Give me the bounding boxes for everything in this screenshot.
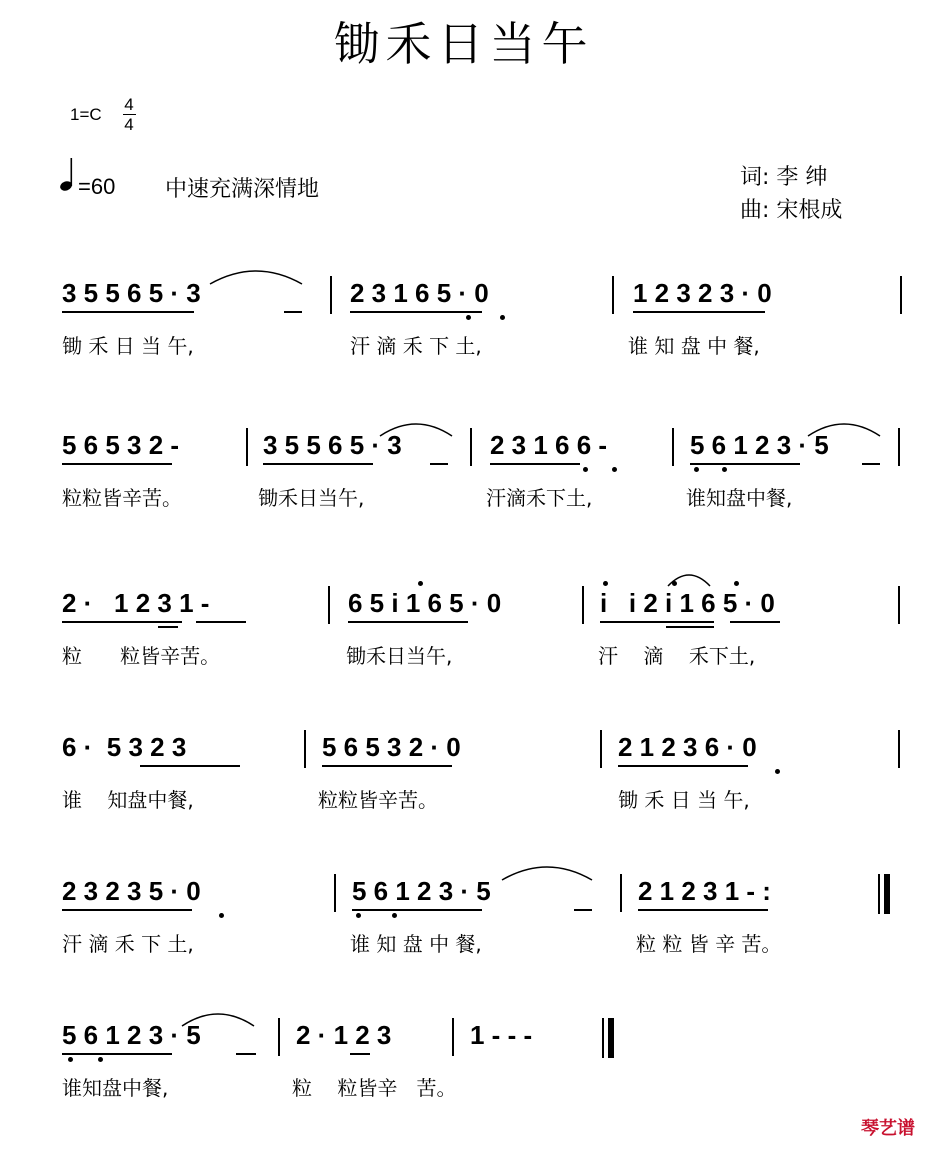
measure: 5 6 1 2 3 · 5 xyxy=(690,430,829,460)
slur xyxy=(180,1006,256,1028)
underline xyxy=(490,463,580,465)
score-row-6 xyxy=(0,1010,927,1150)
underline xyxy=(62,1053,172,1055)
underline xyxy=(352,909,482,911)
underline xyxy=(633,311,765,313)
lyric-line: 粒粒皆辛苦。 xyxy=(318,788,438,812)
underline xyxy=(140,765,240,767)
lyric-line: 粒 粒皆辛苦。 xyxy=(62,644,221,668)
measure: 6 5 i 1 6 5 · 0 xyxy=(348,588,502,618)
time-signature-bottom: 4 xyxy=(124,115,134,134)
measure: 2 3 2 3 5 · 0 xyxy=(62,876,201,906)
low-octave-dot xyxy=(775,769,780,774)
low-octave-dot xyxy=(612,467,617,472)
lyric-line: 谁知盘中餐, xyxy=(62,1076,169,1100)
repeat-barline-thick xyxy=(884,874,890,914)
underline xyxy=(430,463,448,465)
measure: 2 3 1 6 5 · 0 xyxy=(350,278,489,308)
underline xyxy=(666,626,714,628)
lyric-line: 粒粒皆辛苦。 xyxy=(62,486,182,510)
tempo-marking: =60 xyxy=(78,174,116,199)
final-barline-thick xyxy=(608,1018,614,1058)
barline xyxy=(278,1018,280,1056)
barline xyxy=(600,730,602,768)
slur xyxy=(500,860,594,882)
high-octave-dot xyxy=(418,581,423,586)
underline xyxy=(322,765,452,767)
slur xyxy=(666,568,712,588)
barline xyxy=(452,1018,454,1056)
key-signature: 1=C xyxy=(70,105,102,124)
barline xyxy=(304,730,306,768)
slur xyxy=(208,264,304,286)
measure: 2 · 1 2 3 1 - xyxy=(62,588,210,618)
lyric-line: 谁 知盘中餐, xyxy=(62,788,194,812)
lyric-line: 谁 知 盘 中 餐, xyxy=(350,932,482,956)
low-octave-dot xyxy=(722,467,727,472)
low-octave-dot xyxy=(466,315,471,320)
barline xyxy=(672,428,674,466)
low-octave-dot xyxy=(98,1057,103,1062)
measure: i i 2 i 1 6 5 · 0 xyxy=(600,588,775,618)
measure: 2 · 1 2 3 xyxy=(296,1020,392,1050)
slur xyxy=(806,416,882,438)
measure: 6 · 5 3 2 3 xyxy=(62,732,187,762)
low-octave-dot xyxy=(500,315,505,320)
measure: 5 6 1 2 3 · 5 xyxy=(62,1020,201,1050)
underline xyxy=(284,311,302,313)
underline xyxy=(62,909,192,911)
time-signature xyxy=(121,95,137,134)
underline xyxy=(62,311,194,313)
barline xyxy=(898,586,900,624)
underline xyxy=(638,909,768,911)
measure: 5 6 5 3 2 · 0 xyxy=(322,732,461,762)
barline xyxy=(612,276,614,314)
lyric-line: 锄禾日当午, xyxy=(346,644,453,668)
lyric-line: 锄 禾 日 当 午, xyxy=(62,334,194,358)
score-row-4 xyxy=(0,722,927,862)
lyric-line: 汗 滴 禾 下 土, xyxy=(62,932,194,956)
low-octave-dot xyxy=(694,467,699,472)
measure: 2 3 1 6 6 - xyxy=(490,430,608,460)
high-octave-dot xyxy=(734,581,739,586)
lyricist-credit: 词: 李 绅 xyxy=(740,165,828,190)
score-row-2 xyxy=(0,420,927,560)
low-octave-dot xyxy=(583,467,588,472)
composer-credit: 曲: 宋根成 xyxy=(740,198,843,223)
barline xyxy=(582,586,584,624)
barline xyxy=(900,276,902,314)
lyric-line: 汗 滴 禾下土, xyxy=(598,644,756,668)
lyric-line: 粒 粒皆辛 苦。 xyxy=(292,1076,457,1100)
page-title: 锄禾日当午 xyxy=(333,17,594,71)
underline xyxy=(62,463,172,465)
underline xyxy=(348,621,468,623)
underline xyxy=(730,621,780,623)
lyric-line: 锄禾日当午, xyxy=(258,486,365,510)
underline xyxy=(574,909,592,911)
site-logo: 琴艺谱 xyxy=(861,1118,915,1139)
measure: 2 1 2 3 6 · 0 xyxy=(618,732,757,762)
barline xyxy=(898,428,900,466)
underline xyxy=(62,621,182,623)
underline xyxy=(862,463,880,465)
quarter-note-icon xyxy=(60,158,76,192)
lyric-line: 谁 知 盘 中 餐, xyxy=(628,334,760,358)
measure: 2 1 2 3 1 - : xyxy=(638,876,771,906)
underline xyxy=(350,1053,370,1055)
lyric-line: 谁知盘中餐, xyxy=(686,486,793,510)
score-row-1 xyxy=(0,270,927,410)
measure: 5 6 1 2 3 · 5 xyxy=(352,876,491,906)
barline xyxy=(334,874,336,912)
underline xyxy=(263,463,373,465)
barline xyxy=(330,276,332,314)
score-row-3 xyxy=(0,578,927,718)
score-row-5 xyxy=(0,866,927,1006)
barline xyxy=(620,874,622,912)
repeat-barline-thin xyxy=(878,874,880,914)
low-octave-dot xyxy=(392,913,397,918)
underline xyxy=(690,463,800,465)
underline xyxy=(158,626,178,628)
low-octave-dot xyxy=(219,913,224,918)
final-barline-thin xyxy=(602,1018,604,1058)
barline xyxy=(246,428,248,466)
lyric-line: 锄 禾 日 当 午, xyxy=(618,788,750,812)
measure: 1 - - - xyxy=(470,1020,533,1050)
expression-marking: 中速充满深情地 xyxy=(165,177,320,202)
high-octave-dot xyxy=(603,581,608,586)
lyric-line: 汗滴禾下土, xyxy=(486,486,593,510)
measure: 5 6 5 3 2 - xyxy=(62,430,180,460)
underline xyxy=(350,311,482,313)
lyric-line: 粒 粒 皆 辛 苦。 xyxy=(636,932,782,956)
barline xyxy=(470,428,472,466)
slur xyxy=(378,416,454,438)
lyric-line: 汗 滴 禾 下 土, xyxy=(350,334,482,358)
low-octave-dot xyxy=(356,913,361,918)
time-signature-top: 4 xyxy=(124,95,134,114)
underline xyxy=(236,1053,256,1055)
underline xyxy=(196,621,246,623)
underline xyxy=(600,621,714,623)
low-octave-dot xyxy=(68,1057,73,1062)
underline xyxy=(618,765,748,767)
measure: 3 5 5 6 5 · 3 xyxy=(263,430,402,460)
measure: 1 2 3 2 3 · 0 xyxy=(633,278,772,308)
measure: 3 5 5 6 5 · 3 xyxy=(62,278,201,308)
barline xyxy=(898,730,900,768)
barline xyxy=(328,586,330,624)
